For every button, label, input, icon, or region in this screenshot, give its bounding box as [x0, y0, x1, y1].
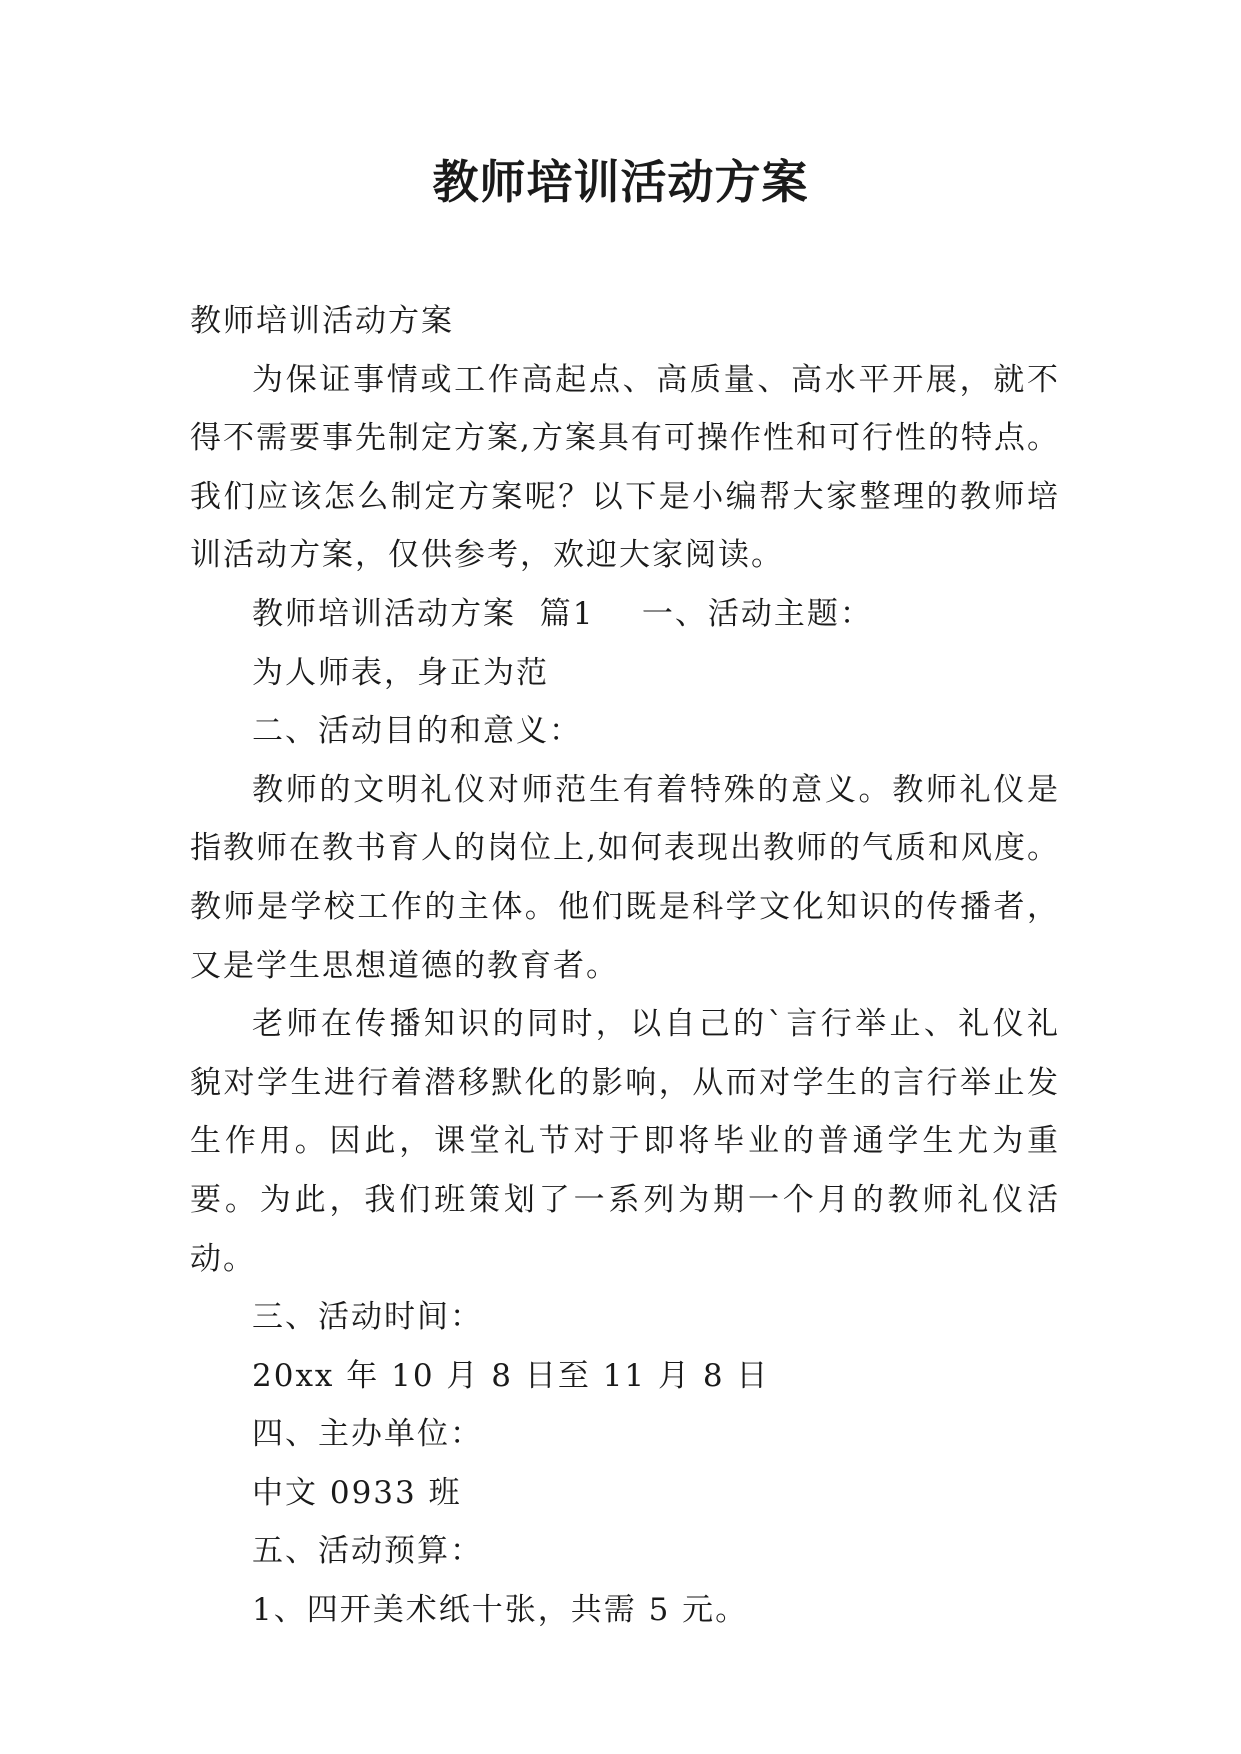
intro-paragraph: 为保证事情或工作高起点、高质量、高水平开展，就不得不需要事先制定方案,方案具有可操作性和可行性的特点。我们应该怎么制定方案呢？以下是小编帮大家整理的教师培训活动方案，仅供参考，欢迎大家阅读。 [190, 361, 1060, 574]
purpose-paragraph-2: 老师在传播知识的同时，以自己的`言行举止、礼仪礼貌对学生进行着潜移默化的影响，从而对学生的言行举止发生作用。因此，课堂礼节对于即将毕业的普通学生尤为重要。为此，我们班策划了一系列为期一个月的教师礼仪活动。 [190, 1006, 1060, 1277]
section-heading-purpose: 二、活动目的和意义： [252, 713, 582, 750]
subtitle-paragraph: 教师培训活动方案 [190, 303, 454, 339]
document-title: 教师培训活动方案 [432, 155, 809, 209]
section-heading-time: 三、活动时间： [252, 1299, 483, 1336]
document-body [190, 292, 1060, 1640]
time-paragraph: 20xx 年 10 月 8 日至 11 月 8 日 [252, 1357, 770, 1394]
section-heading-organizer: 四、主办单位： [252, 1416, 483, 1453]
budget-item-1: 1、四开美术纸十张，共需 5 元。 [252, 1592, 749, 1629]
theme-paragraph: 为人师表，身正为范 [252, 654, 549, 691]
organizer-paragraph: 中文 0933 班 [252, 1474, 462, 1511]
section-heading-theme: 教师培训活动方案 篇1 一、活动主题： [252, 595, 873, 632]
section-heading-budget: 五、活动预算： [252, 1533, 483, 1570]
purpose-paragraph-1: 教师的文明礼仪对师范生有着特殊的意义。教师礼仪是指教师在教书育人的岗位上,如何表现出教师的气质和风度。教师是学校工作的主体。他们既是科学文化知识的传播者，又是学生思想道德的教育者。 [190, 771, 1060, 984]
